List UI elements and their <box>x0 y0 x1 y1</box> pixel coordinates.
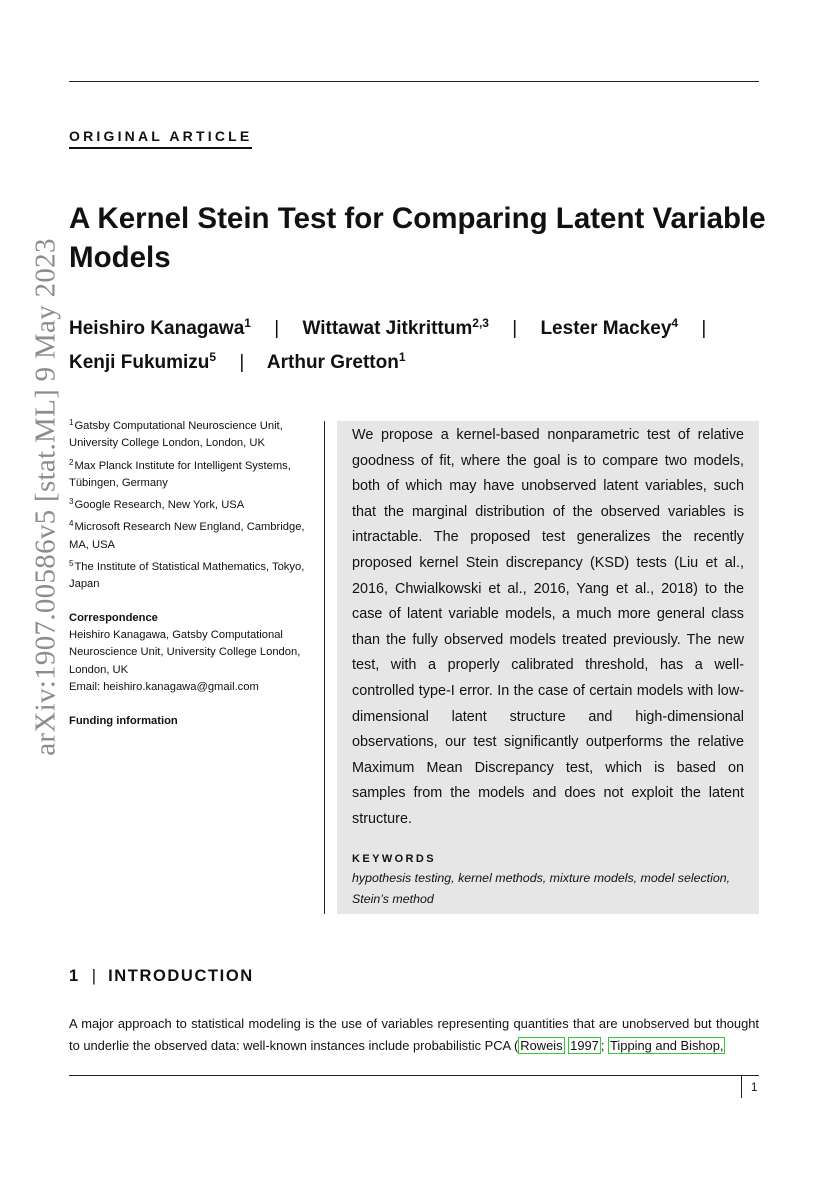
author-name: Lester Mackey$^4$ <box>540 316 679 339</box>
author-separator: | <box>512 318 518 339</box>
author-separator: | <box>274 318 280 339</box>
correspondence-address: Heishiro Kanagawa, Gatsby Computational Neuroscience Unit, University College London, London, UK <box>69 628 301 676</box>
correspondence-email[interactable]: Email: heishiro.kanagawa@gmail.com <box>69 680 259 693</box>
front-matter-column <box>69 418 314 730</box>
affiliation: $^3$Google Research, New York, USA <box>69 497 245 512</box>
column-divider <box>324 421 325 914</box>
section-heading: 1 | INTRODUCTION <box>69 967 254 985</box>
abstract-panel <box>337 421 759 914</box>
arxiv-identifier[interactable]: arXiv:1907.00586v5 [stat.ML] 9 May 2023 <box>29 238 62 756</box>
intro-paragraph: A major approach to statistical modeling is the use of variables representing quantities that are unobserved but thought to underlie the observed data: well-known instances include probabilistic PCA ( Roweis 1997 ; Tipping and Bishop, <box>69 1016 759 1053</box>
abstract-text: We propose a kernel-based nonparametric test of relative goodness of fit, where the goal is to compare two models, both of which may have unobserved latent variables, such that the marginal distribution of the observed variables is intractable. The proposed test generalizes the recently proposed kernel Stein discrepancy (KSD) tests (Liu et al., 2016, Chwialkowski et al., 2016, Yang et al., 2018) to the case of latent variable models, a much more general class than the fully observed models treated previously. The new test, with a properly calibrated threshold, has a well-controlled type-I error. In the case of certain models with low-dimensional latent structure and high-dimensional observations, our test significantly outperforms the relative Maximum Mean Discrepancy test, which is based on samples from the models and does not exploit the latent structure. <box>352 427 744 827</box>
author-list <box>69 312 759 380</box>
citation-link[interactable]: 1997 <box>570 1037 599 1053</box>
author-name: Arthur Gretton$^1$ <box>266 350 406 373</box>
funding-heading: Funding information <box>69 715 178 728</box>
author-name: Kenji Fukumizu$^5$ <box>69 350 217 373</box>
page-number: 1 <box>741 1076 757 1098</box>
citation-link[interactable]: Roweis <box>520 1037 563 1053</box>
affiliation: $^4$Microsoft Research New England, Cambridge, MA, USA <box>69 519 305 551</box>
affiliation: $^1$Gatsby Computational Neuroscience Unit, University College London, London, UK <box>69 418 283 450</box>
affiliation: $^2$Max Planck Institute for Intelligent Systems, Tübingen, Germany <box>69 457 291 489</box>
correspondence-heading: Correspondence <box>69 611 158 624</box>
author-name: Wittawat Jitkrittum$^{2,3}$ <box>302 316 489 339</box>
affiliation: $^5$The Institute of Statistical Mathematics, Tokyo, Japan <box>69 559 305 591</box>
author-name: Heishiro Kanagawa$^1$ <box>69 316 251 339</box>
author-separator: | <box>239 352 245 373</box>
bottom-rule <box>69 1075 759 1076</box>
keywords-text: hypothesis testing, kernel methods, mixture models, model selection, Stein’s method <box>352 870 731 906</box>
top-rule <box>69 81 759 82</box>
article-type-label: ORIGINAL ARTICLE <box>69 128 252 149</box>
author-separator: | <box>701 318 707 339</box>
citation-link[interactable]: Tipping and Bishop, <box>610 1037 724 1053</box>
keywords-heading: KEYWORDS <box>352 852 436 865</box>
paper-title: A Kernel Stein Test for Comparing Latent Variable Models <box>69 202 766 274</box>
